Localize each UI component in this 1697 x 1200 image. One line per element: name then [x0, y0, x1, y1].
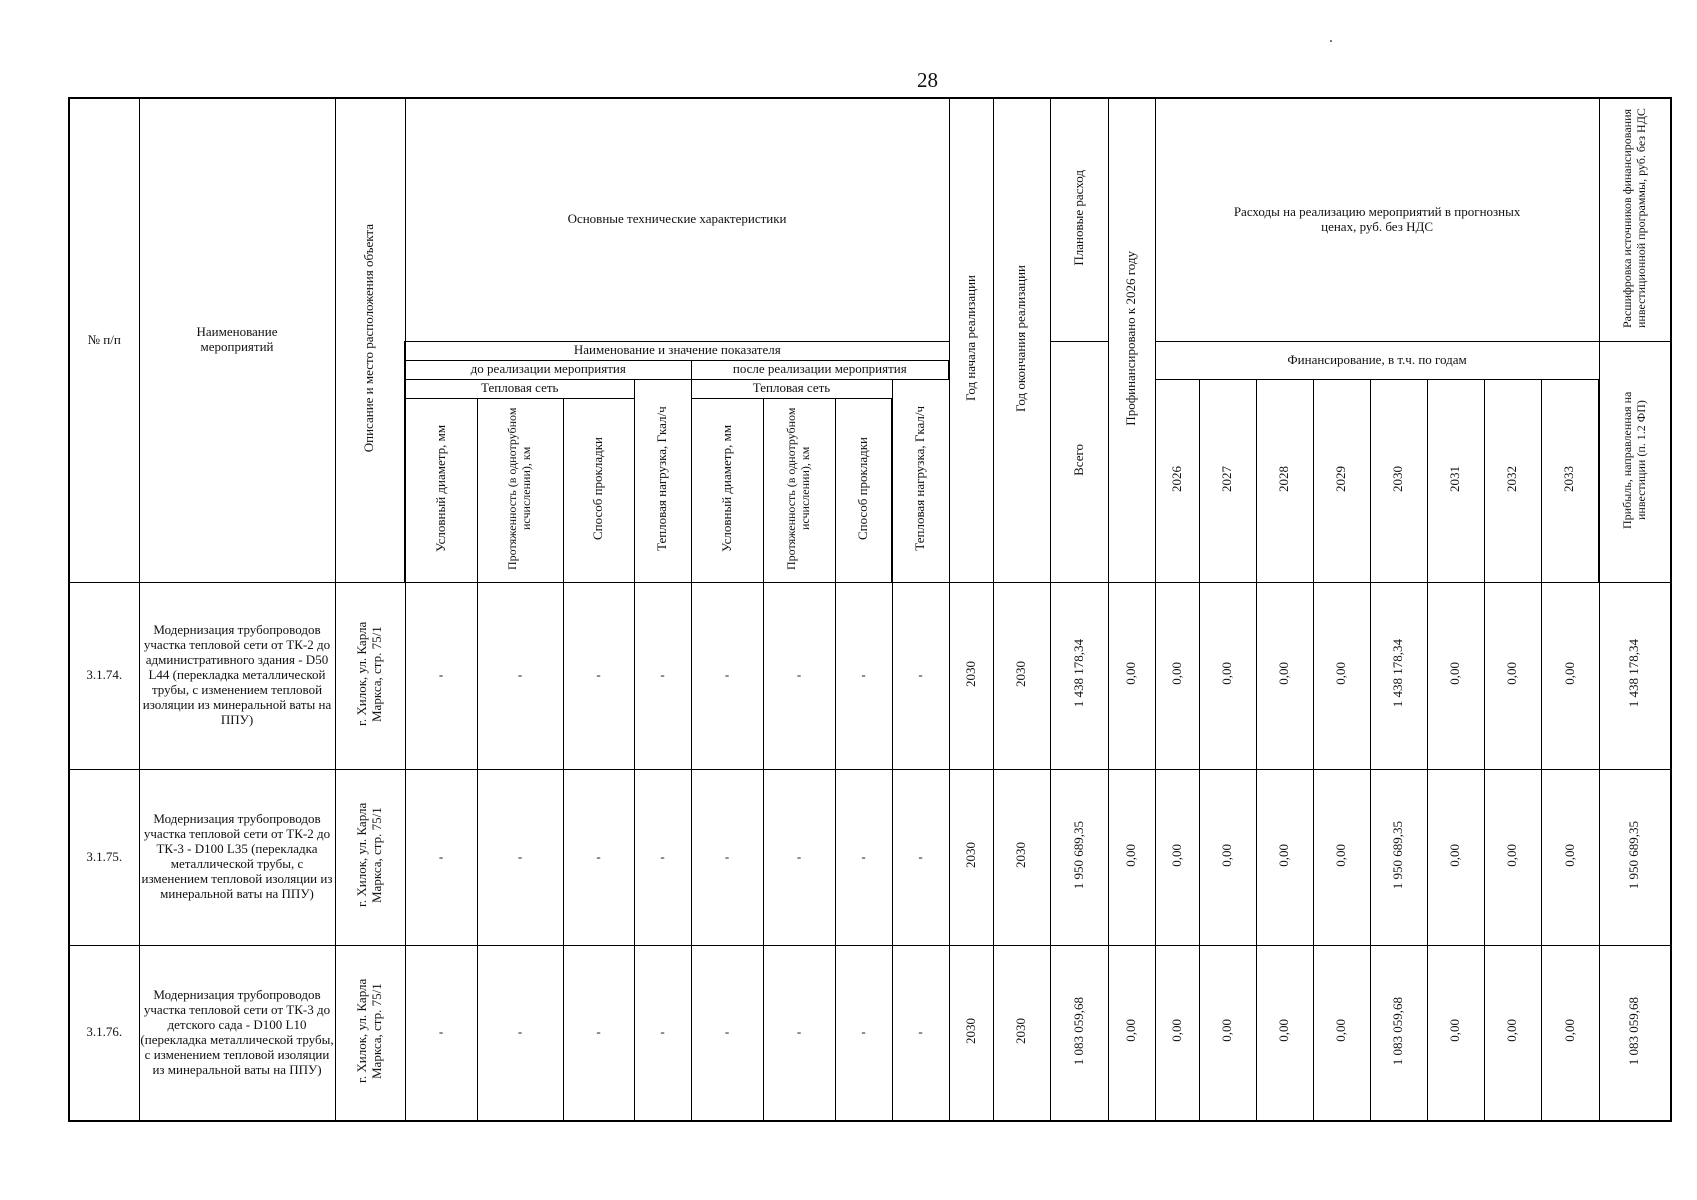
row-param: - [835, 582, 892, 769]
row-location: г. Хилок, ул. Карла Маркса, стр. 75/1 [335, 769, 405, 945]
row-start-year: 2030 [949, 582, 993, 769]
row-profit: 1 083 059,68 [1599, 945, 1671, 1121]
table-row [69, 582, 1671, 769]
col-header-before: до реализации мероприятия [405, 360, 691, 379]
row-year-2030: 1 438 178,34 [1370, 582, 1427, 769]
row-year-2029: 0,00 [1313, 945, 1370, 1121]
row-year-2030: 1 950 689,35 [1370, 769, 1427, 945]
row-year-2027: 0,00 [1199, 769, 1256, 945]
row-param: - [477, 945, 563, 1121]
row-location: г. Хилок, ул. Карла Маркса, стр. 75/1 [335, 582, 405, 769]
row-param: - [835, 769, 892, 945]
row-param: - [763, 769, 835, 945]
col-header-location: Описание и место расположения объекта [335, 98, 405, 582]
row-year-2033: 0,00 [1541, 582, 1599, 769]
col-header-heat-network-after: Тепловая сеть [691, 379, 892, 398]
row-param: - [763, 582, 835, 769]
col-header-heat-load-after: Тепловая нагрузка, Гкал/ч [892, 379, 949, 582]
col-header-prefinanced: Профинансировано к 2026 году [1108, 98, 1155, 582]
col-header-after: после реализации мероприятия [691, 360, 949, 379]
row-param: - [691, 945, 763, 1121]
row-year-2028: 0,00 [1256, 582, 1313, 769]
col-header-year-2028: 2028 [1256, 379, 1313, 582]
row-year-2028: 0,00 [1256, 945, 1313, 1121]
col-header-laying-before: Способ прокладки [563, 398, 634, 582]
row-param: - [892, 582, 949, 769]
col-header-financing-by-years: Финансирование, в т.ч. по годам [1155, 341, 1599, 379]
col-header-year-2029: 2029 [1313, 379, 1370, 582]
col-header-length-after: Протяженность (в однотрубном исчислении), км [763, 398, 835, 582]
row-year-2033: 0,00 [1541, 945, 1599, 1121]
row-end-year: 2030 [993, 945, 1050, 1121]
row-param: - [634, 582, 691, 769]
row-param: - [477, 769, 563, 945]
col-header-start-year: Год начала реализации [949, 98, 993, 582]
col-header-laying-after: Способ прокладки [835, 398, 892, 582]
row-param: - [892, 945, 949, 1121]
row-num: 3.1.76. [69, 945, 139, 1121]
row-year-2031: 0,00 [1427, 769, 1484, 945]
col-header-name: Наименование мероприятий [139, 98, 335, 582]
row-year-2029: 0,00 [1313, 769, 1370, 945]
page-number: 28 [917, 68, 938, 92]
row-param: - [691, 769, 763, 945]
col-header-sources-breakdown: Расшифровка источников финансирования инвестиционной программы, руб. без НДС [1599, 98, 1671, 341]
row-total: 1 083 059,68 [1050, 945, 1108, 1121]
row-year-2033: 0,00 [1541, 769, 1599, 945]
row-year-2032: 0,00 [1484, 769, 1541, 945]
row-param: - [405, 769, 477, 945]
row-param: - [563, 582, 634, 769]
row-year-2029: 0,00 [1313, 582, 1370, 769]
row-year-2032: 0,00 [1484, 582, 1541, 769]
col-header-total: Всего [1050, 341, 1108, 582]
col-header-num: № п/п [69, 98, 139, 582]
row-year-2027: 0,00 [1199, 945, 1256, 1121]
row-total: 1 950 689,35 [1050, 769, 1108, 945]
row-start-year: 2030 [949, 945, 993, 1121]
col-header-main-specs: Основные технические характеристики [405, 98, 949, 341]
row-param: - [634, 769, 691, 945]
row-end-year: 2030 [993, 769, 1050, 945]
row-year-2031: 0,00 [1427, 582, 1484, 769]
row-name: Модернизация трубопроводов участка тепловой сети от ТК-3 до детского сада - D100 L10 (перекладка металлической трубы, с изменением тепловой изоляции из минеральной ваты на ППУ) [139, 945, 335, 1121]
row-prefinanced: 0,00 [1108, 945, 1155, 1121]
row-year-2032: 0,00 [1484, 945, 1541, 1121]
row-num: 3.1.74. [69, 582, 139, 769]
col-header-year-2026: 2026 [1155, 379, 1199, 582]
col-header-planned-expense: Плановые расход [1050, 98, 1108, 341]
row-name: Модернизация трубопроводов участка тепловой сети от ТК-2 до административного здания - D50 L44 (перекладка металлической трубы, с изменением тепловой изоляции из минеральной ваты на ППУ) [139, 582, 335, 769]
col-header-indicator-name: Наименование и значение показателя [405, 341, 949, 360]
row-param: - [405, 945, 477, 1121]
row-prefinanced: 0,00 [1108, 582, 1155, 769]
row-year-2031: 0,00 [1427, 945, 1484, 1121]
row-end-year: 2030 [993, 582, 1050, 769]
row-profit: 1 438 178,34 [1599, 582, 1671, 769]
row-num: 3.1.75. [69, 769, 139, 945]
investment-program-table [68, 97, 1672, 1122]
col-header-year-2033: 2033 [1541, 379, 1599, 582]
row-param: - [405, 582, 477, 769]
row-param: - [563, 769, 634, 945]
row-year-2030: 1 083 059,68 [1370, 945, 1427, 1121]
scan-artifact-dot [1330, 40, 1332, 42]
table-row [69, 945, 1671, 1121]
row-param: - [563, 945, 634, 1121]
row-param: - [892, 769, 949, 945]
row-param: - [691, 582, 763, 769]
col-header-heat-network-before: Тепловая сеть [405, 379, 634, 398]
row-year-2026: 0,00 [1155, 582, 1199, 769]
row-param: - [634, 945, 691, 1121]
row-start-year: 2030 [949, 769, 993, 945]
col-header-year-2031: 2031 [1427, 379, 1484, 582]
row-param: - [835, 945, 892, 1121]
header-row-1 [69, 98, 1671, 341]
col-header-year-2030: 2030 [1370, 379, 1427, 582]
row-profit: 1 950 689,35 [1599, 769, 1671, 945]
row-name: Модернизация трубопроводов участка тепловой сети от ТК-2 до ТК-3 - D100 L35 (перекладка металлической трубы, с изменением тепловой изоляции из минеральной ваты на ППУ) [139, 769, 335, 945]
row-year-2028: 0,00 [1256, 769, 1313, 945]
row-param: - [763, 945, 835, 1121]
row-year-2026: 0,00 [1155, 945, 1199, 1121]
col-header-end-year: Год окончания реализации [993, 98, 1050, 582]
row-location: г. Хилок, ул. Карла Маркса, стр. 75/1 [335, 945, 405, 1121]
col-header-diameter-before: Условный диаметр, мм [405, 398, 477, 582]
col-header-year-2032: 2032 [1484, 379, 1541, 582]
row-prefinanced: 0,00 [1108, 769, 1155, 945]
col-header-profit-invest: Прибыль, направленная на инвестиции (п. 1.2 ФП) [1599, 341, 1671, 582]
row-param: - [477, 582, 563, 769]
row-year-2026: 0,00 [1155, 769, 1199, 945]
col-header-heat-load-before: Тепловая нагрузка, Гкал/ч [634, 379, 691, 582]
table-row [69, 769, 1671, 945]
col-header-year-2027: 2027 [1199, 379, 1256, 582]
row-total: 1 438 178,34 [1050, 582, 1108, 769]
row-year-2027: 0,00 [1199, 582, 1256, 769]
col-header-expenses-title: Расходы на реализацию мероприятий в прогнозных ценах, руб. без НДС [1155, 98, 1599, 341]
col-header-diameter-after: Условный диаметр, мм [691, 398, 763, 582]
col-header-length-before: Протяженность (в однотрубном исчислении), км [477, 398, 563, 582]
